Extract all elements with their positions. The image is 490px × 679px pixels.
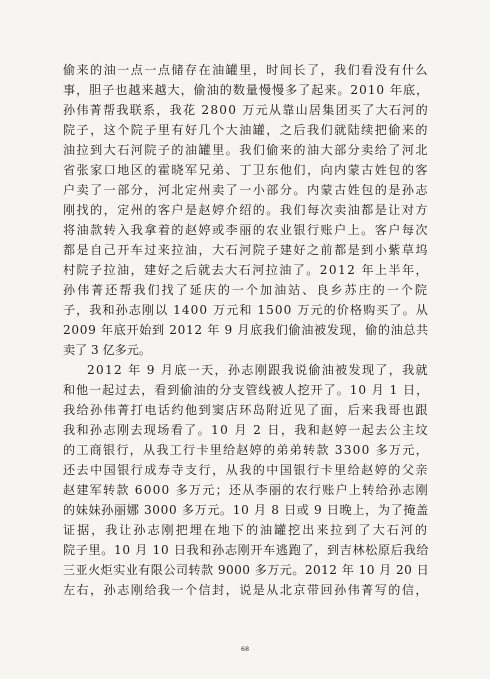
text-line: 2009 年底开始到 2012 年 9 月底我们偷油被发现，偷的油总共 [63,323,429,337]
text-line: 还去中国银行成寿寺支行，从我的中国银行卡里给赵婷的父亲 [63,463,429,477]
text-line: 我和孙志刚去现场看了。10 月 2 日，我和赵婷一起去公主坟 [63,423,429,437]
text-line: 事，胆子也越来越大，偷油的数量慢慢多了起来。2010 年底， [63,83,430,97]
text-line: 孙伟菁帮我联系，我花 2800 万元从靠山居集团买了大石河的 [63,103,429,117]
text-line: 偷来的油一点一点储存在油罐里，时间长了，我们看没有什么 [63,63,429,77]
text-line: 院子里。10 月 10 日我和孙志刚开车逃跑了，到吉林松原后我给 [63,543,430,557]
text-line: 都是自己开车过来拉油，大石河院子建好之前都是到小紫草坞 [63,243,429,257]
text-line: 左右，孙志刚给我一个信封，说是从北京带回孙伟菁写的信， [63,583,429,597]
text-line: 证据，我让孙志刚把埋在地下的油罐挖出来拉到了大石河的 [63,523,429,537]
text-line: 刚找的，定州的客户是赵婷介绍的。我们每次卖油都是让对方 [63,203,429,217]
text-line: 户卖了一部分，河北定州卖了一小部分。内蒙古姓包的是孙志 [63,183,429,197]
text-line: 油拉到大石河院子的油罐里。我们偷来的油大部分卖给了河北 [63,143,429,157]
text-line: 孙伟菁还帮我们找了延庆的一个加油站、良乡苏庄的一个院 [63,283,429,297]
text-line: 村院子拉油，建好之后就去大石河拉油了。2012 年上半年， [63,263,430,277]
text-line: 卖了 3 亿多元。 [63,343,151,357]
text-line: 省张家口地区的霍晓军兄弟、丁卫东他们，向内蒙古姓包的客 [63,163,429,177]
text-line: 和他一起过去，看到偷油的分支管线被人挖开了。10 月 1 日， [63,383,430,397]
text-line: 2012 年 9 月底一天，孙志刚跟我说偷油被发现了，我就 [87,363,429,377]
text-line: 将油款转入我拿着的赵婷或李丽的农业银行账户上。客户每次 [63,223,429,237]
text-line: 的工商银行，从我工行卡里给赵婷的弟弟转款 3300 多万元， [63,443,429,457]
text-line: 院子，这个院子里有好几个大油罐，之后我们就陆续把偷来的 [63,123,429,137]
text-line: 我给孙伟菁打电话约他到窦店环岛附近见了面，后来我哥也跟 [63,403,429,417]
text-line: 赵建军转款 6000 多万元；还从李丽的农行账户上转给孙志刚 [63,483,429,497]
text-line: 三亚火炬实业有限公司转款 9000 多万元。2012 年 10 月 20 日 [63,563,430,577]
body-text [63,60,429,600]
text-line: 的妹妹孙丽娜 3000 多万元。10 月 8 日或 9 日晚上，为了掩盖 [63,503,429,517]
page-number: 68 [240,645,250,653]
text-line: 子，我和孙志刚以 1400 万元和 1500 万元的价格购买了。从 [63,303,429,317]
